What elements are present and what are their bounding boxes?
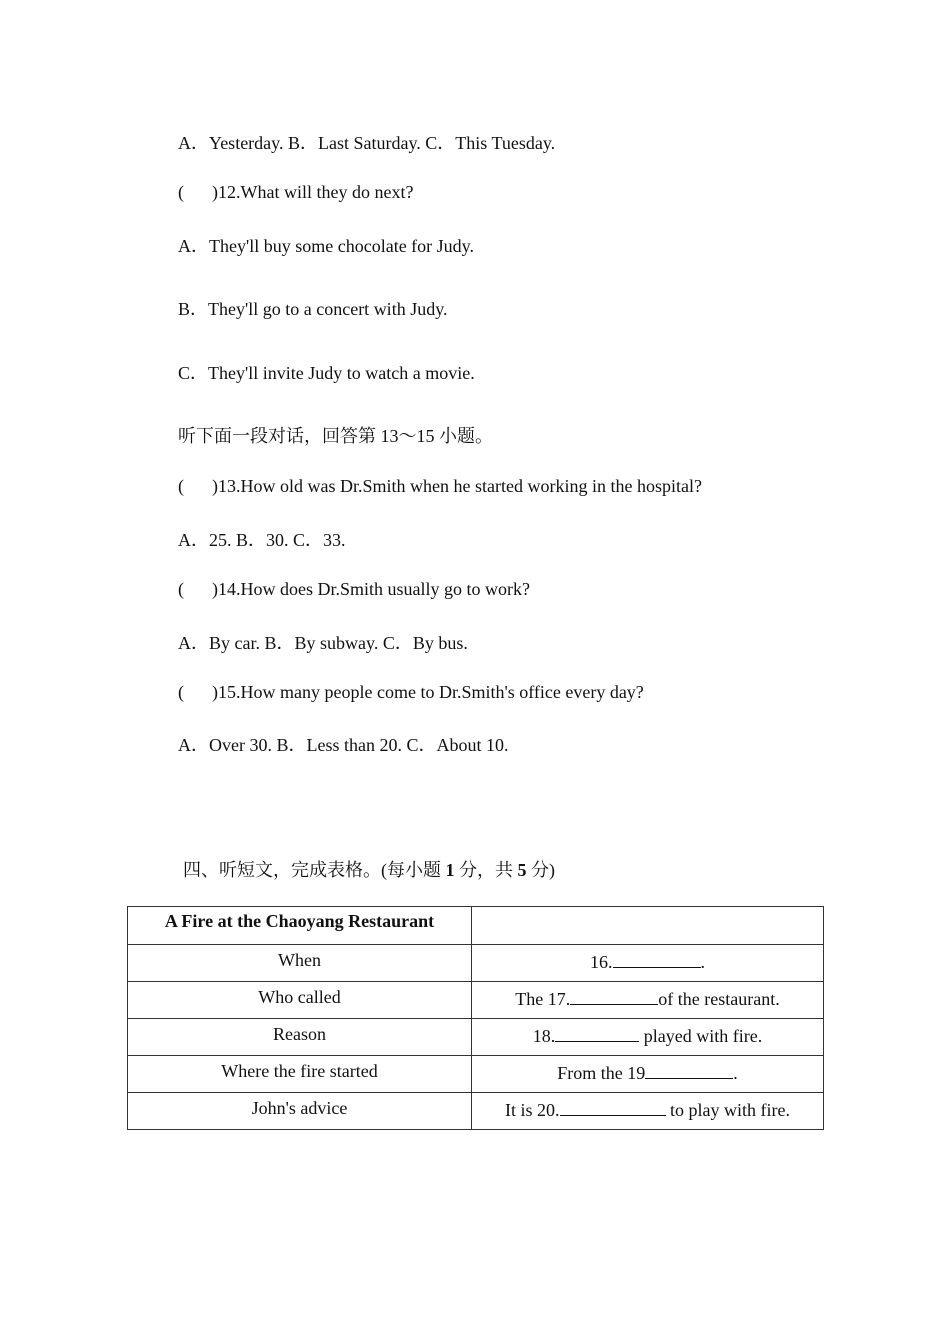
question-14-text: )14.How does Dr.Smith usually go to work? [212, 579, 530, 599]
section-4-heading-num2: 5 [517, 860, 527, 880]
answer-suffix: . [733, 1063, 738, 1083]
answer-suffix: . [700, 952, 705, 972]
answer-suffix: to play with fire. [665, 1100, 790, 1120]
row-answer [472, 1056, 824, 1093]
section-4-heading-post: 分) [526, 860, 555, 880]
answer-prefix: From the 19 [557, 1063, 646, 1083]
question-15-options: A．Over 30. B．Less than 20. C．About 10. [178, 735, 509, 755]
question-15-text: )15.How many people come to Dr.Smith's office every day? [212, 682, 644, 702]
section-4-heading-num1: 1 [445, 860, 455, 880]
row-answer [472, 945, 824, 982]
section-4-heading [183, 858, 555, 882]
answer-blank-17[interactable] [570, 986, 658, 1005]
answer-paren: ( [178, 182, 184, 202]
table-row [128, 1019, 824, 1056]
answer-paren: ( [178, 476, 184, 496]
question-12-option-c: C．They'll invite Judy to watch a movie. [178, 363, 475, 383]
section-4-heading-pre: 四、听短文，完成表格。(每小题 [183, 860, 446, 880]
dialogue-instruction: 听下面一段对话，回答第 13～15 小题。 [178, 426, 493, 446]
question-15 [178, 681, 644, 703]
answer-blank-16[interactable] [613, 949, 701, 968]
question-13 [178, 475, 702, 497]
question-14-options: A．By car. B．By subway. C．By bus. [178, 633, 468, 653]
answer-paren: ( [178, 682, 184, 702]
row-label: Where the fire started [128, 1056, 472, 1093]
answer-suffix: of the restaurant. [658, 989, 780, 1009]
row-answer [472, 982, 824, 1019]
question-14 [178, 578, 530, 600]
table-title-row [128, 907, 824, 945]
fill-in-table [127, 906, 824, 1130]
table-row [128, 1093, 824, 1130]
answer-blank-19[interactable] [645, 1060, 733, 1079]
section-4-heading-mid: 分，共 [454, 860, 518, 880]
answer-paren: ( [178, 579, 184, 599]
question-12-option-b: B．They'll go to a concert with Judy. [178, 299, 448, 319]
row-answer [472, 1019, 824, 1056]
table-row [128, 945, 824, 982]
answer-suffix: played with fire. [639, 1026, 763, 1046]
answer-prefix: The 17. [515, 989, 571, 1009]
table-row [128, 982, 824, 1019]
question-13-options: A．25. B．30. C．33. [178, 530, 346, 550]
row-answer [472, 1093, 824, 1130]
answer-blank-18[interactable] [555, 1023, 639, 1042]
answer-prefix: 18. [532, 1026, 556, 1046]
row-label: Who called [128, 982, 472, 1019]
table-title-empty-cell [472, 907, 824, 945]
answer-prefix: 16. [590, 952, 613, 972]
question-12 [178, 181, 413, 203]
row-label: Reason [128, 1019, 472, 1056]
row-label: When [128, 945, 472, 982]
row-label: John's advice [128, 1093, 472, 1130]
table-title: A Fire at the Chaoyang Restaurant [128, 907, 472, 945]
question-12-text: )12.What will they do next? [212, 182, 414, 202]
table-row [128, 1056, 824, 1093]
answer-prefix: It is 20. [505, 1100, 560, 1120]
answer-blank-20[interactable] [560, 1097, 666, 1116]
question-12-option-a: A．They'll buy some chocolate for Judy. [178, 236, 475, 256]
question-13-text: )13.How old was Dr.Smith when he started working in the hospital? [212, 476, 702, 496]
question-11-options: A．Yesterday. B．Last Saturday. C．This Tuesday. [178, 133, 556, 153]
